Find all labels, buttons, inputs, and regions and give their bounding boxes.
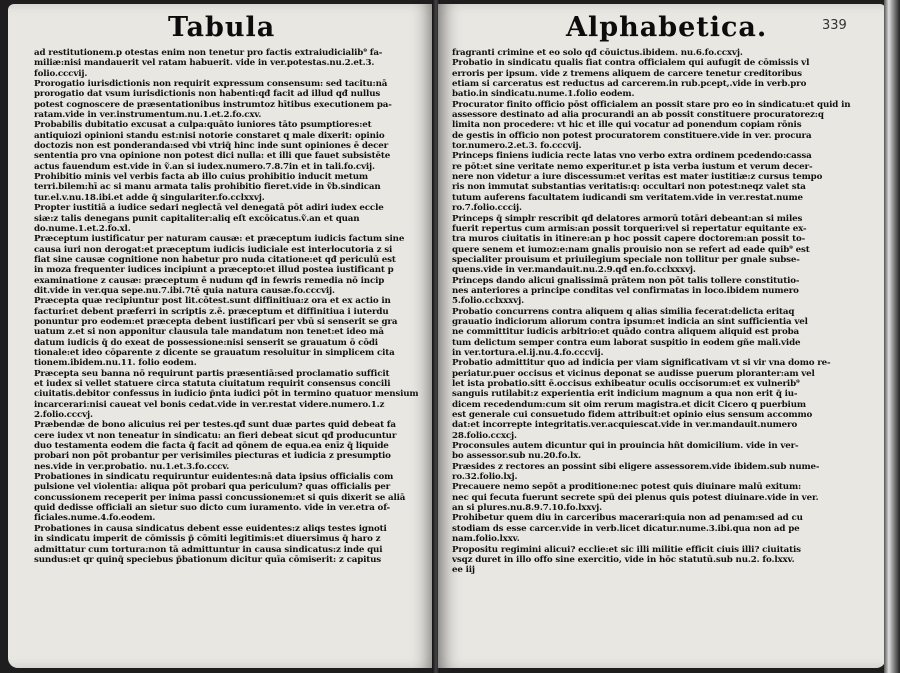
text-line: tutum auferens facultatem iudicandi sm veritatem.vide in ver.restat.nume <box>452 192 803 203</box>
text-line: est generale cui consuetudo fidem attribuit:et opinio eius sensum accommo <box>452 410 813 421</box>
text-line: Princeps q̄ simplr rescribit qđ delatores armorū totāri debeant:an si miles <box>452 213 803 224</box>
text-line: causa iuri non derogat:et præceptum iudicis iudiciale est interlocutoria z si <box>34 244 393 255</box>
text-line: examinatione z causæ: præceptum ē nudum qđ in fewris remedia nō incip <box>34 275 385 286</box>
text-line: terri.bilem:hī ac si manu armata talis prohibitio fieret.vide in ṽb.sindican <box>34 182 381 193</box>
text-line: in ver.tortura.el.ij.nu.4.fo.cccvij. <box>452 347 604 358</box>
text-line: incarcerari:nisi caueat vel bonis cedat.vide in ver.restat videre.numero.1.z <box>34 399 385 410</box>
text-line: cere iudex vt non teneatur in sindicatu: an fieri debeat sicut qđ producuntur <box>34 430 397 441</box>
text-line: folio.cccvij. <box>34 68 88 79</box>
text-line: Probabilis dubitatio excusat a culpa:quāto iuniores tāto psumptiores:et <box>34 120 372 131</box>
text-line: duo testamenta eodem die facta q̄ facit ad qōnem de equa.ea enīz q̄ liquide <box>34 441 389 452</box>
text-line: concussionem receperit per inima passi concussionem:et si quis dixerit se aliā <box>34 492 406 503</box>
text-line: Præcepta quæ recipiuntur post lit.cōtest.sunt diffinitiua:z ora et ex actio in <box>34 296 391 307</box>
text-line: 2.folio.cccvj. <box>34 410 93 421</box>
text-line: Princeps dando alicui gnalissimā prātem non pōt talis tollere constitutio- <box>452 275 800 286</box>
text-line: Præceptum iustificatur per naturam causæ: et præceptum iudicis factum sine <box>34 234 405 245</box>
text-line: potest cognoscere de præsentationibus instrumtoz hītibus executionem pa- <box>34 99 392 110</box>
text-line: tum delictum semper contra eum laborat suspitio in eodem gñe mali.vide <box>452 337 801 348</box>
left-page-text-column <box>34 48 418 565</box>
left-page-heading: Tabula <box>168 12 276 43</box>
text-line: nec qui fecuta fuerunt secrete spū dei plenus quis potest diuinare.vide in ver. <box>452 492 819 503</box>
right-page <box>438 4 886 668</box>
text-line: nam.folio.lxxv. <box>452 534 520 545</box>
text-line: admittatur cum tortura:non tā admittuntur in causa sindicatus:z inde qui <box>34 544 383 555</box>
text-line: ne committitur iudicis arbitrio:et quādo contra aliquem aliquid est proba <box>452 327 800 338</box>
text-line: Procurator finito officio pōst officialem an possit stare pro eo in sindicatu:et quid in <box>452 99 851 110</box>
text-line: quid dedisse officiali an sietur suo dicto cum iuramento. vide in ver.etra of- <box>34 503 390 514</box>
text-line: sundus:et qr quinq̄ speciebus p̄bationum dicitur quīa cōmiserit: z capitus <box>34 554 382 565</box>
text-line: 28.folio.ccxcj. <box>452 430 517 441</box>
text-line: Propter iustitiā a iudice sedari neglectā vel denegatā pōt adiri iudex eccle <box>34 203 384 214</box>
text-line: Proconsules autem dicuntur qui in prouincia hñt domicilium. vide in ver- <box>452 441 799 452</box>
right-page-heading: Alphabetica. <box>566 12 768 43</box>
text-line: siæ:z talis denegans punit capitaliter:aliq eſt excōicatus.ṽ.an et quan <box>34 213 360 224</box>
text-line: datum iudicis q̄ do exeat de possessione:nisi senserit se grauatum ō cōdi <box>34 337 378 348</box>
text-line: dicem recedendum:cum sit oim rerum magistra.et dicit Cicero q puerbium <box>452 399 806 410</box>
text-line: fragranti crimine et eo solo qđ cōuictus.ibidem. nu.6.fo.ccxvj. <box>452 48 743 58</box>
text-line: periatur.puer occisus et vicinus deponat se audisse puerum ploranter:am vel <box>452 368 815 379</box>
text-line: in moza frequenter iudices incipiunt a præcepto:et illud postea iustificant p <box>34 265 394 276</box>
text-line: dat:et incorrepte integritatis.ver.acquiescat.vide in ver.mandauit.numero <box>452 420 798 431</box>
text-line: tionale:et ideo cōparente z dicente se grauatum resoluitur in simplicem cita <box>34 347 395 358</box>
text-line: ro.32.folio.lxj. <box>452 472 518 483</box>
text-line: let ista probatio.sitt ē.occisus exhibeatur oculis occisorum:et ex vulnerib⁹ <box>452 379 800 389</box>
text-line: re pōt:et sine veritate nemo experitur.et p ista verba iustum et verum decer- <box>452 161 813 172</box>
text-line: do.nume.1.et.2.fo.xl. <box>34 223 131 234</box>
text-line: grauatio indiciorum aliorum contra ipsum:et indicia an sint sufficientia vel <box>452 316 808 327</box>
text-line: an si plures.nu.8.9.7.10.fo.lxxvj. <box>452 503 603 514</box>
text-line: batio.in sindicatu.nume.1.folio eodem. <box>452 89 635 100</box>
text-line: quens.vide in ver.mandauit.nu.2.9.qđ en.fo.cclxxxvj. <box>452 265 696 276</box>
text-line: sanguis rutilabit:z experientia erit indicium magnum a qua non erit q̄ iu- <box>452 389 798 400</box>
text-line: doctozis non est ponderanda:sed vbi vtriq̄ hinc inde sunt opiniones ē decer <box>34 141 389 152</box>
page-edge <box>884 0 900 673</box>
text-line: Præcepta seu banna nō requirunt partis præsentiā:sed proclamatio sufficit <box>34 368 390 379</box>
text-line: actus fauendum est.vide in ṽ.an si iudex.numero.7.8.7in et in tali.fo.cvij. <box>34 161 375 172</box>
text-line: Probatio concurrens contra aliquem q alias similia fecerat:delicta eritaq <box>452 306 795 317</box>
text-line: nes anteriores a principe conditas vel confirmatas in loco.ibidem numero <box>452 285 799 296</box>
text-line: Præsides z rectores an possint sibi eligere assessorem.vide ibidem.sub nume- <box>452 461 820 472</box>
text-line: ratam.vide in ver.instrumentum.nu.1.et.2.fo.cxv. <box>34 110 262 121</box>
text-line: Probatio admittitur quo ad indicia per viam significativam vt si vir vna domo re- <box>452 358 831 369</box>
text-line: etiam si carceratus est reductus ad carcerem.in rub.pcept,.vide in verb.pro <box>452 79 807 90</box>
text-line: antiquiozi opinioni standu est:nisi notorie constaret q male dixerit: opinio <box>34 130 385 141</box>
text-line: tionem.ibidem.nu.11. folio eodem. <box>34 358 197 369</box>
text-line: Probationes in causa sindicatus debent esse euidentes:z aliqs testes ignoti <box>34 523 387 534</box>
text-line: dit.vide in ver.qua sepe.nu.7.ibi.7tē quia natura causæ.fo.cccvij. <box>34 285 335 296</box>
text-line: specialiter prouisum et priuilegium speciale non tollitur per gnale subse- <box>452 254 800 265</box>
text-line: erroris per ipsum. vide z tremens aliquem de carcere tenetur creditoribus <box>452 68 802 79</box>
text-line: ee iij <box>452 565 475 576</box>
text-line: tur.el.v.nu.18.ibi.et adde q̄ singulariter.fo.cclxxvj. <box>34 192 265 203</box>
text-line: miliæ:nisi mandauerit vel ratam habuerit. vide in ver.potestas.nu.2.et.3. <box>34 58 375 69</box>
text-line: Probatio in sindicatu qualis fiat contra officialem qui aufugit de cōmissis vl <box>452 58 810 69</box>
right-page-text-column <box>452 48 862 576</box>
text-line: ad restitutionem.p otestas enim non tenetur pro factis extraiudicialib⁹ fa- <box>34 48 383 58</box>
text-line: pulsione vel violentia: aliqua pōt probari qua periculum? quas officialis per <box>34 482 391 493</box>
text-line: probari non pōt probantur per verisimiles piecturas et iudicia z presumptio <box>34 451 391 462</box>
folio-number: 339 <box>822 18 847 33</box>
text-line: Probationes in sindicatu requiruntur euidentes:nā data ipsius officialis com <box>34 472 394 483</box>
text-line: bo assessor.sub nu.20.fo.lx. <box>452 451 581 462</box>
text-line: fiat sine causæ cognitione non habetur pro nuda citatione:et qđ periculū est <box>34 254 396 265</box>
text-line: fuerit repertus cum armis:an possit torqueri:vel si repertatur equitante ex- <box>452 223 807 234</box>
text-line: Præbendæ de bono alicuius rei per testes.qđ sunt duæ partes quid debeat fa <box>34 420 396 431</box>
text-line: assessore destinato ad alia procurandi an ab possit constituere procuratorez:q <box>452 110 824 121</box>
text-line: uatum z.et si non apponitur clausula tale mandatum non tenet:et ideo mā <box>34 327 384 338</box>
text-line: Prohibetur quem diu in carceribus macerari:quia non ad penam:sed ad cu <box>452 513 803 524</box>
text-line: prorogatio dat vsum iurisdictionis non habenti:qđ facit ad illud qđ nullus <box>34 89 381 100</box>
text-line: ponuntur pro eodem:et præcepta debent iustificari per vbū si senserit se gra <box>34 316 398 327</box>
text-line: ro.7.folio.cccij. <box>452 203 522 214</box>
text-line: stodiam ds esse carcer.vide in verb.licet dicatur.nume.3.ibi.qua non ad pe <box>452 523 800 534</box>
text-line: Prohibitio minis vel verbis facta ab illo cuius prohibitio inducit metum <box>34 172 368 183</box>
text-line: Precauere nemo sepōt a proditione:nec potest quis diuinare malū exitum: <box>452 482 802 493</box>
text-line: vsqz duret in illo offo sine exercitio, vide in hōc statutū.sub nu.2. fo.lxxv. <box>452 554 795 565</box>
text-line: Princeps finiens iudicia recte latas vno verbo extra ordinem pcedendo:cassa <box>452 151 812 162</box>
text-line: in sindicatu imperit de cōmissis p̄ cōmiti legitimis:et diuersimus q̄ haro z <box>34 534 381 545</box>
text-line: Prorogatio iurisdictionis non requirit expressum consensum: sed tacitu:nā <box>34 79 388 90</box>
text-line: sententia pro vna opinione non potest dici nulla: et illi que fauet subsistēte <box>34 151 391 162</box>
text-line: nes.vide in ver.probatio. nu.1.et.3.fo.cccv. <box>34 461 230 472</box>
text-line: tra muros ciuitatis in itinere:an p hoc possit capere doctorem:an possit to- <box>452 234 806 245</box>
text-line: ris non immutat substantias veritatis:q: occultari non potest:neqz valet sta <box>452 182 806 193</box>
text-line: Propositu regimini alicui? ecclie:et sic illi militie efficit ciuis illi? ciuitatis <box>452 544 801 555</box>
text-line: nere non videtur a iure discessum:et veritas est mater iustitiæ:z cursus tempo <box>452 172 823 183</box>
text-line: limita non procedere: vt hic et ille qui vocatur ad ponendum copiam rōnis <box>452 120 802 131</box>
text-line: de gestis in officio non potest procuratorem constituere.vide in ver. procura <box>452 130 812 141</box>
text-line: facturi:et debent præferri in scriptis z.ē. præceptum et diffinitiua i iuterdu <box>34 306 389 317</box>
text-line: 5.folio.cclxxxvj. <box>452 296 524 307</box>
text-line: quere senem et iumoz:e:nam gnalis prouisio non se refert ad eade quib⁹ est <box>452 244 810 255</box>
text-line: tor.numero.2.et.3. fo.cccvij. <box>452 141 582 152</box>
text-line: ficiales.nume.4.fo.eodem. <box>34 513 156 524</box>
left-page <box>8 4 434 668</box>
text-line: et iudex si vellet statuere circa statuta ciuitatum requirit consensus concili <box>34 379 391 389</box>
text-line: ciuitatis.debitor confessus in iudicio p̄nta iudici pōt in termino quatuor mensium <box>34 389 418 400</box>
